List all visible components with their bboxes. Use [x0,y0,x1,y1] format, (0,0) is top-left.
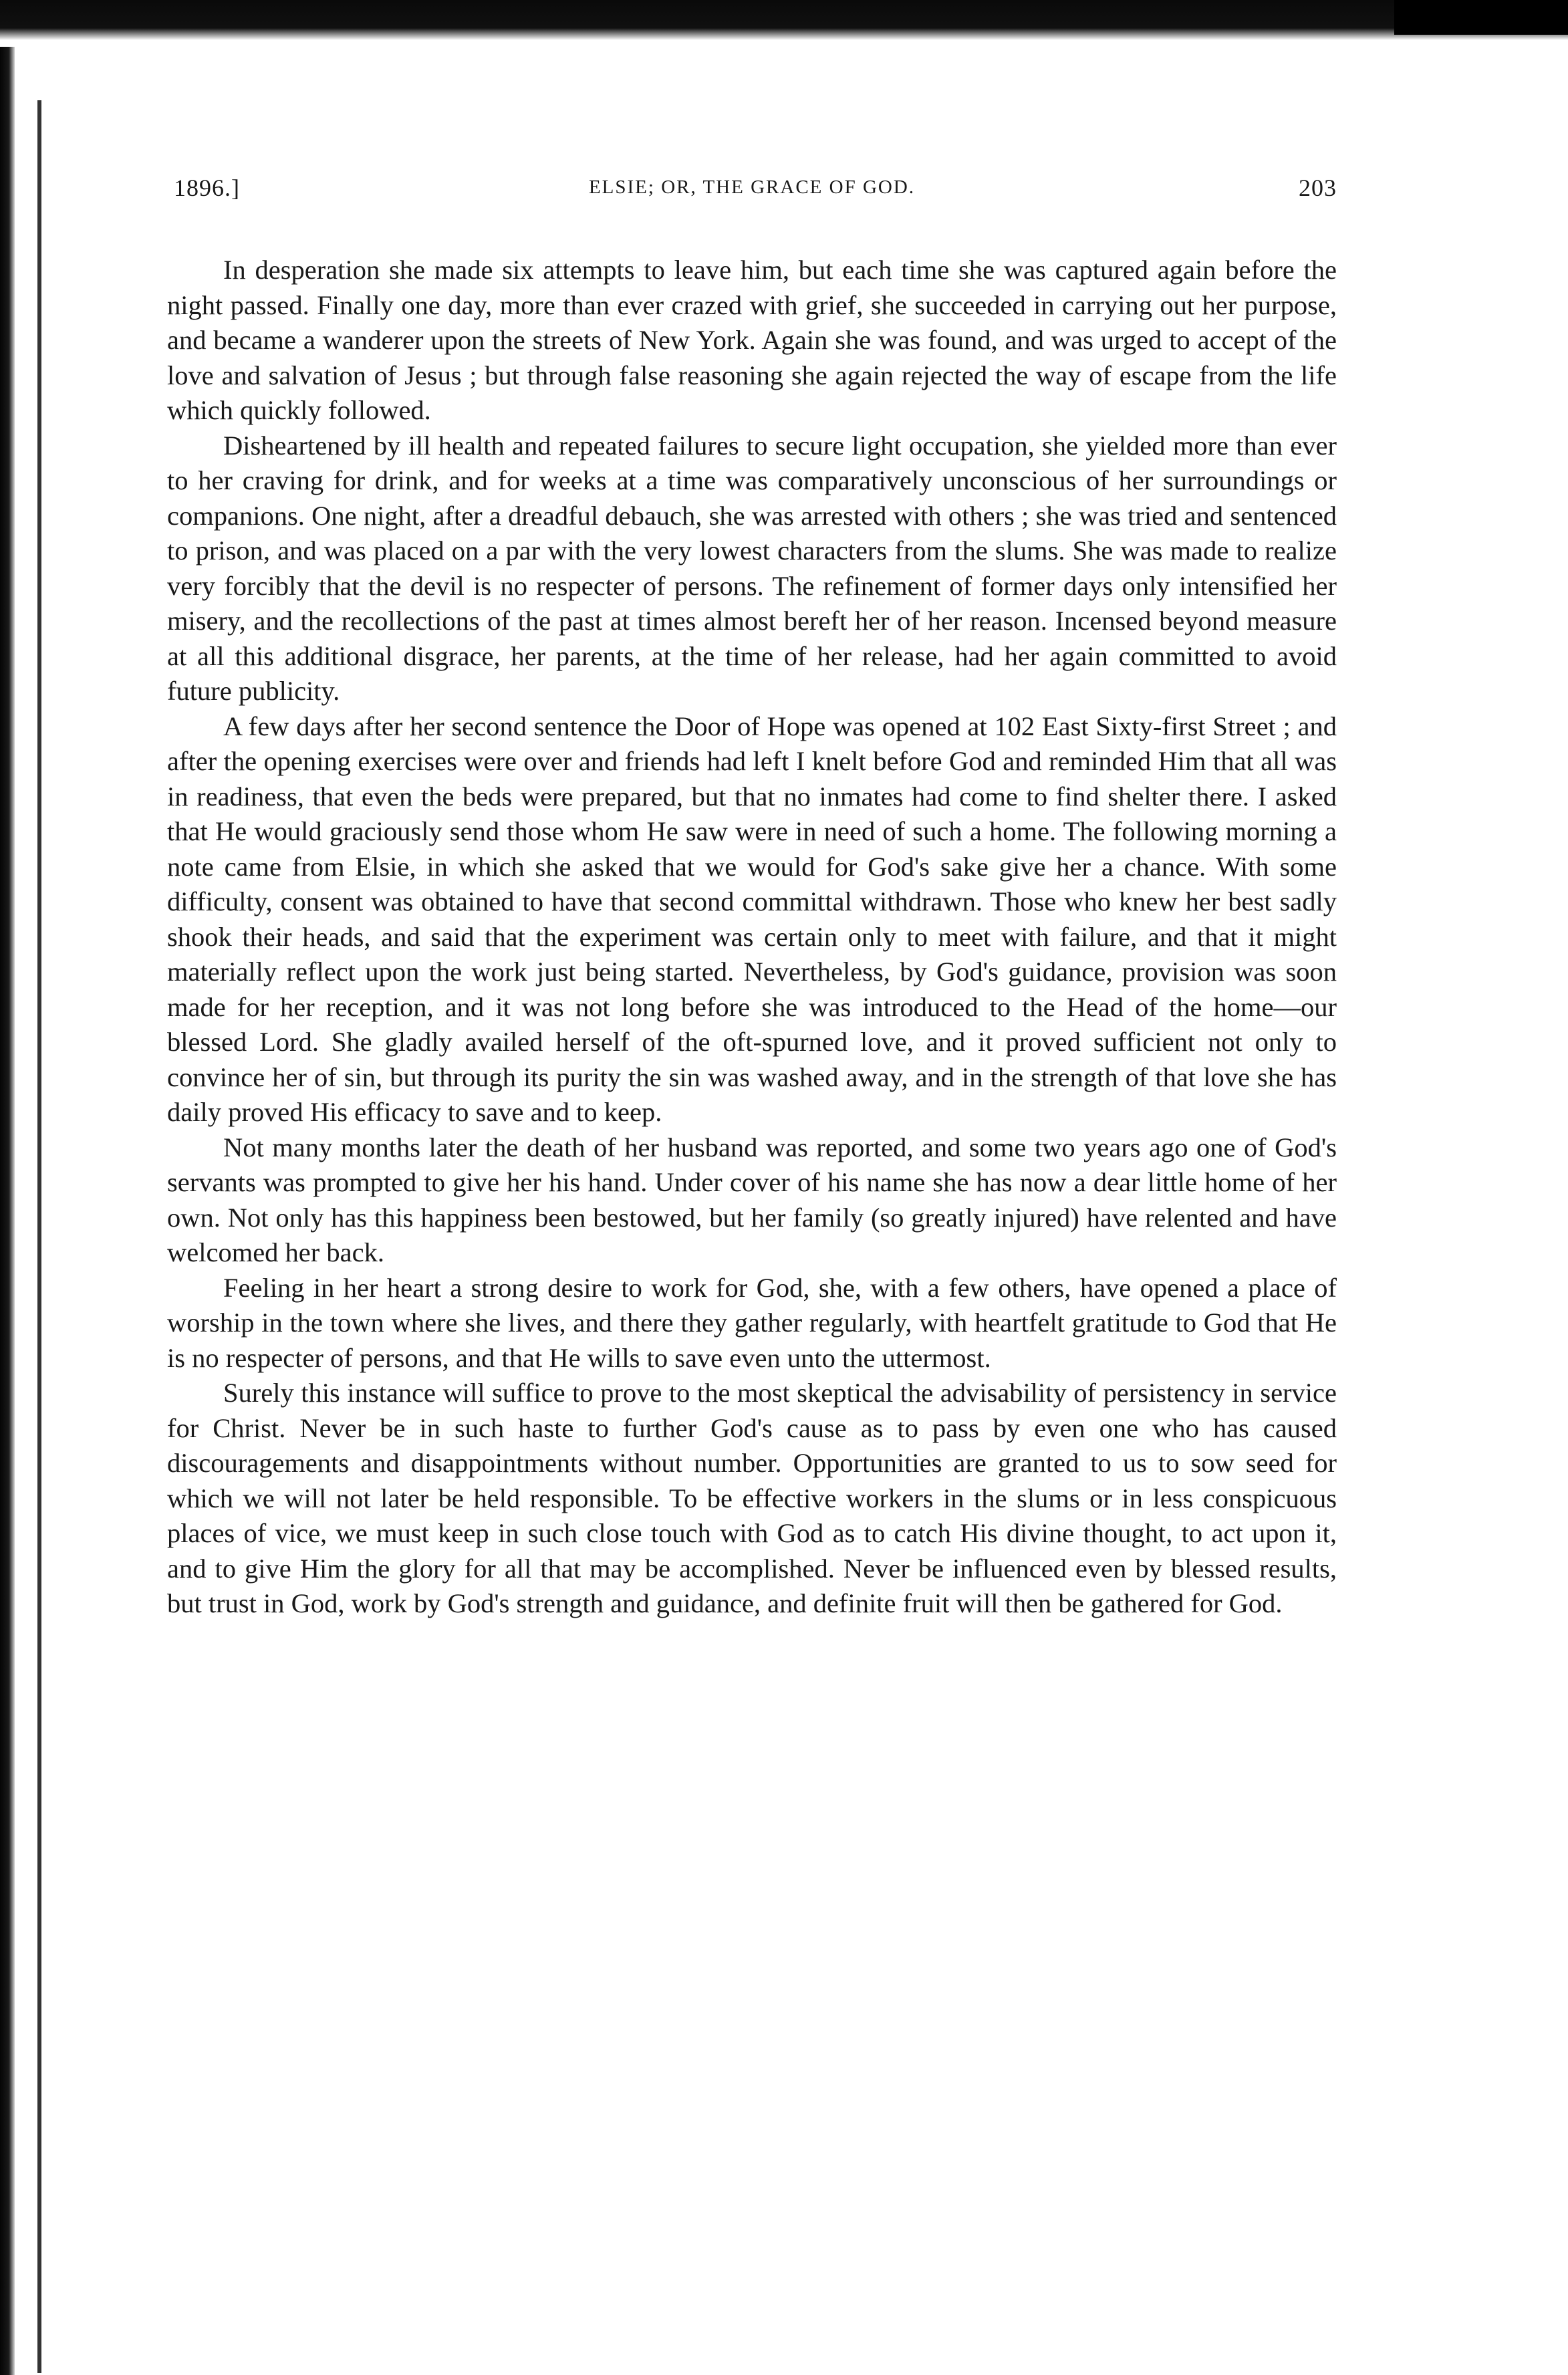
paragraph: Feeling in her heart a strong desire to work for God, she, with a few others, have opened a place of worship in the town where she lives, and there they gather regularly, with heartfelt gratitude to God that He is no respecter of persons, and that He wills to save even unto the uttermost. [167,1272,1337,1373]
paragraph: A few days after her second sentence the Door of Hope was opened at 102 East Sixty-first Street ; and after the opening exercises were over and friends had left I knelt before God and reminded Him that all was in readiness, that even the beds were prepared, but that no inmates had come to find shelter there. I asked that He would graciously send those whom He saw were in need of such a home. The following morning a note came from Elsie, in which she asked that we would for God's sake give her a chance. With some difficulty, consent was obtained to have that second committal withdrawn. Those who knew her best sadly shook their heads, and said that the experiment was certain only to meet with failure, and that it might materially reflect upon the work just being started. Nevertheless, by God's guidance, provision was soon made for her reception, and it was not long before she was introduced to the Head of the home—our blessed Lord. She gladly availed herself of the oft-spurned love, and it proved sufficient not only to convince her of sin, but through its purity the sin was washed away, and in the strength of that love she has daily proved His efficacy to save and to keep. [167,711,1337,1127]
scan-border-top-right [1394,0,1568,35]
paragraph: In desperation she made six attempts to leave him, but each time she was captured again before the night passed. Finally one day, more than ever crazed with grief, she succeeded in carrying out her purpose, and became a wanderer upon the streets of New York. Again she was found, and was urged to accept of the love and salvation of Jesus ; but through false reasoning she again rejected the way of escape from the life which quickly followed. [167,255,1337,425]
page [167,174,1337,1622]
scan-border-left [0,47,15,2375]
paragraph: Disheartened by ill health and repeated failures to secure light occupation, she yielded more than ever to her craving for drink, and for weeks at a time was comparatively unconscious of her surroundings or companions. One night, after a dreadful debauch, she was arrested with others ; she was tried and sentenced to prison, and was placed on a par with the very lowest characters from the slums. She was made to realize very forcibly that the devil is no respecter of persons. The refinement of former days only intensified her misery, and the recollections of the past at times almost bereft her of her reason. Incensed beyond measure at all this additional disgrace, her parents, at the time of her release, had her again committed to avoid future publicity. [167,430,1337,706]
binding-line [37,100,41,2373]
page-number: 203 [1299,174,1337,201]
running-head [167,174,1337,214]
paragraph: Not many months later the death of her husband was reported, and some two years ago one of God's servants was prompted to give her his hand. Under cover of his name she has now a dear little home of her own. Not only has this happiness been bestowed, but her family (so greatly injured) have relented and have welcomed her back. [167,1132,1337,1267]
scan-border-top [0,0,1568,40]
running-head-year: 1896.] [174,174,240,201]
paragraph: Surely this instance will suffice to prove to the most skeptical the advisability of persistency in service for Christ. Never be in such haste to further God's cause as to pass by even one who has caused discouragements and disappointments without number. Opportunities are granted to us to sow seed for which we will not later be held responsible. To be effective workers in the slums or in less conspicuous places of vice, we must keep in such close touch with God as to catch His divine thought, to act upon it, and to give Him the glory for all that may be accomplished. Never be influenced even by blessed results, but trust in God, work by God's strength and guidance, and definite fruit will then be gathered for God. [167,1378,1337,1618]
body-text [167,253,1337,1622]
running-head-title: ELSIE; OR, THE GRACE OF GOD. [588,176,916,198]
